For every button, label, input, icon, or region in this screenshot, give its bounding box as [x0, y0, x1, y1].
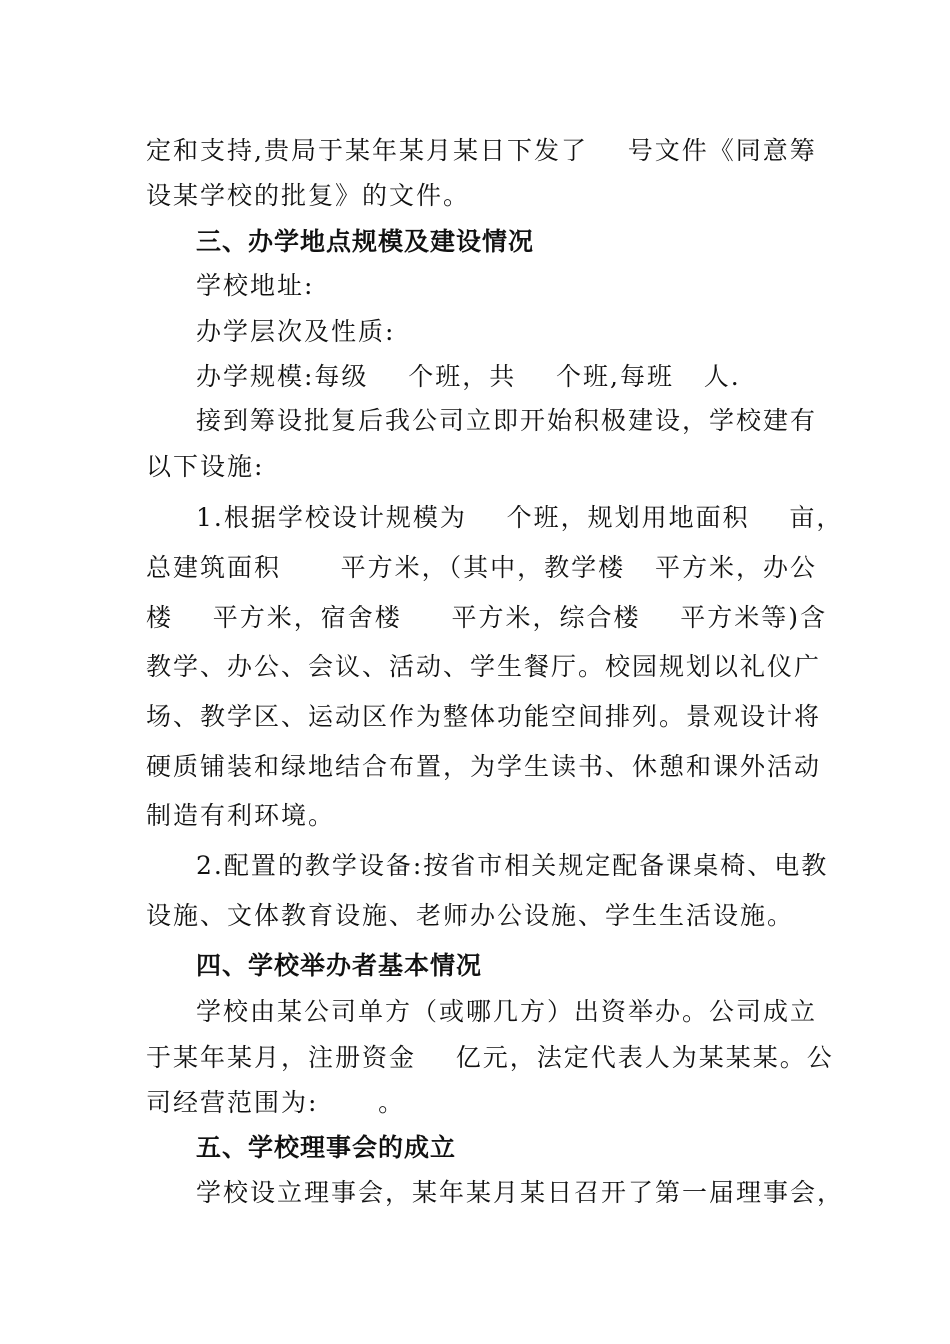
paragraph-line: 1.根据学校设计规模为 个班，规划用地面积 亩， — [196, 503, 844, 532]
paragraph-line: 办学层次及性质: — [196, 317, 396, 346]
paragraph-line: 硬质铺装和绿地结合布置，为学生读书、休憩和课外活动 — [146, 752, 822, 781]
paragraph-line: 学校设立理事会，某年某月某日召开了第一届理事会， — [196, 1178, 845, 1207]
paragraph-line: 以下设施: — [146, 452, 265, 481]
paragraph-line: 设施、文体教育设施、老师办公设施、学生生活设施。 — [146, 901, 795, 930]
section-heading-4: 四、学校举办者基本情况 — [196, 951, 483, 980]
paragraph-line: 2.配置的教学设备:按省市相关规定配备课桌椅、电教 — [196, 851, 829, 880]
paragraph-line: 教学、办公、会议、活动、学生餐厅。校园规划以礼仪广 — [146, 652, 822, 681]
paragraph-line: 接到筹设批复后我公司立即开始积极建设，学校建有 — [196, 406, 818, 435]
paragraph-line: 学校地址: — [196, 271, 315, 300]
section-heading-5: 五、学校理事会的成立 — [196, 1133, 457, 1162]
paragraph-line: 设某学校的批复》的文件。 — [146, 181, 471, 210]
paragraph-line: 司经营范围为: 。 — [146, 1088, 406, 1117]
paragraph-line: 楼 平方米，宿舍楼 平方米，综合楼 平方米等)含 — [146, 603, 828, 632]
paragraph-line: 制造有利环境。 — [146, 801, 336, 830]
paragraph-line: 定和支持,贵局于某年某月某日下发了 号文件《同意筹 — [146, 136, 817, 165]
paragraph-line: 学校由某公司单方（或哪几方）出资举办。公司成立 — [196, 997, 818, 1026]
paragraph-line: 场、教学区、运动区作为整体功能空间排列。景观设计将 — [146, 702, 822, 731]
paragraph-line: 总建筑面积 平方米，（其中，教学楼 平方米，办公 — [146, 553, 818, 582]
paragraph-line: 办学规模:每级 个班，共 个班,每班 人. — [196, 362, 741, 391]
section-heading-3: 三、办学地点规模及建设情况 — [196, 227, 535, 256]
paragraph-line: 于某年某月，注册资金 亿元，法定代表人为某某某。公 — [146, 1043, 834, 1072]
